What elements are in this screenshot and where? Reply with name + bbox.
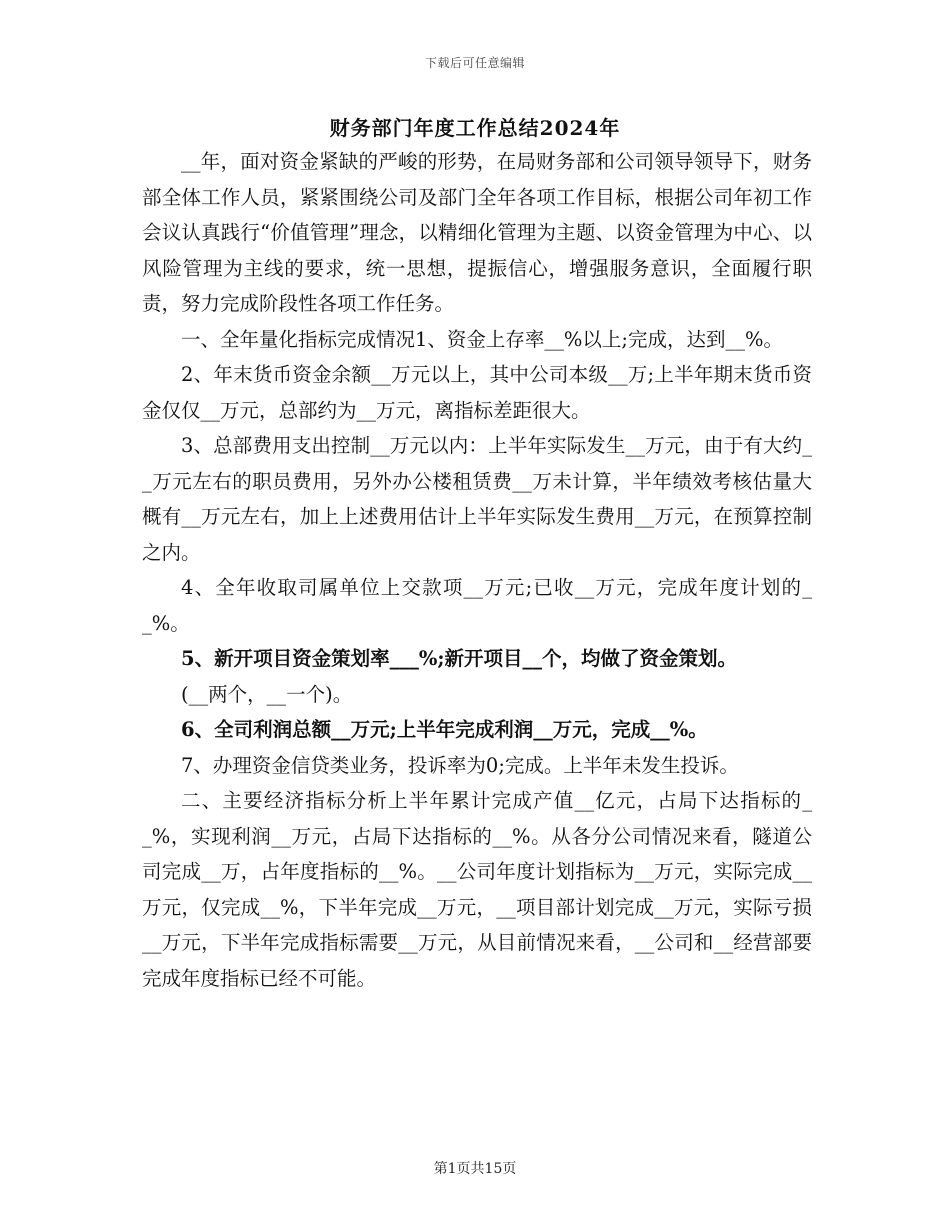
paragraph-item-5-note: (__两个，__一个)。 [181, 682, 353, 706]
paragraph-item-3: 3、总部费用支出控制__万元以内：上半年实际发生__万元，由于有大约__万元左右的职员费用，另外办公楼租赁费__万未计算，半年绩效考核估量大概有__万元左右，加上上述费用估计上半年实际发生费用__万元，在预算控制之内。 [142, 434, 812, 564]
page-header: 下载后可任意编辑 [424, 56, 525, 70]
page-number: 第1页共15页 [433, 1161, 517, 1177]
paragraph-item-2: 2、年末货币资金余额__万元以上，其中公司本级__万;上半年期末货币资金仅仅__万元，总部约为__万元，离指标差距很大。 [142, 363, 812, 422]
document-body [142, 144, 812, 996]
paragraph-item-6: 6、全司利润总额__万元;上半年完成利润__万元，完成__%。 [181, 718, 708, 741]
paragraph-item-5: 5、新开项目资金策划率___%;新开项目__个，均做了资金策划。 [181, 647, 738, 670]
paragraph-item-7: 7、办理资金信贷类业务，投诉率为0;完成。上半年未发生投诉。 [181, 753, 739, 777]
paragraph-intro: __年，面对资金紧缺的严峻的形势，在局财务部和公司领导领导下，财务部全体工作人员，紧紧围绕公司及部门全年各项工作目标，根据公司年初工作会议认真践行“价值管理”理念，以精细化管理为主题、以资金管理为中心、以风险管理为主线的要求，统一思想，提振信心，增强服务意识，全面履行职责，努力完成阶段性各项工作任务。 [142, 150, 812, 315]
paragraph-section-2: 二、主要经济指标分析上半年累计完成产值__亿元，占局下达指标的__%，实现利润__万元，占局下达指标的__%。从各分公司情况来看，隧道公司完成__万，占年度指标的__%。__公司年度计划指标为__万元，实际完成__万元，仅完成__%，下半年完成__万元，__项目部计划完成__万元，实际亏损__万元，下半年完成指标需要__万元，从目前情况来看，__公司和__经营部要完成年度指标已经不可能。 [142, 789, 812, 990]
paragraph-item-1: 一、全年量化指标完成情况1、资金上存率__%以上;完成，达到__%。 [181, 327, 784, 351]
paragraph-item-4: 4、全年收取司属单位上交款项__万元;已收__万元，完成年度计划的__%。 [142, 576, 812, 635]
document-title: 财务部门年度工作总结2024年 [329, 116, 621, 140]
